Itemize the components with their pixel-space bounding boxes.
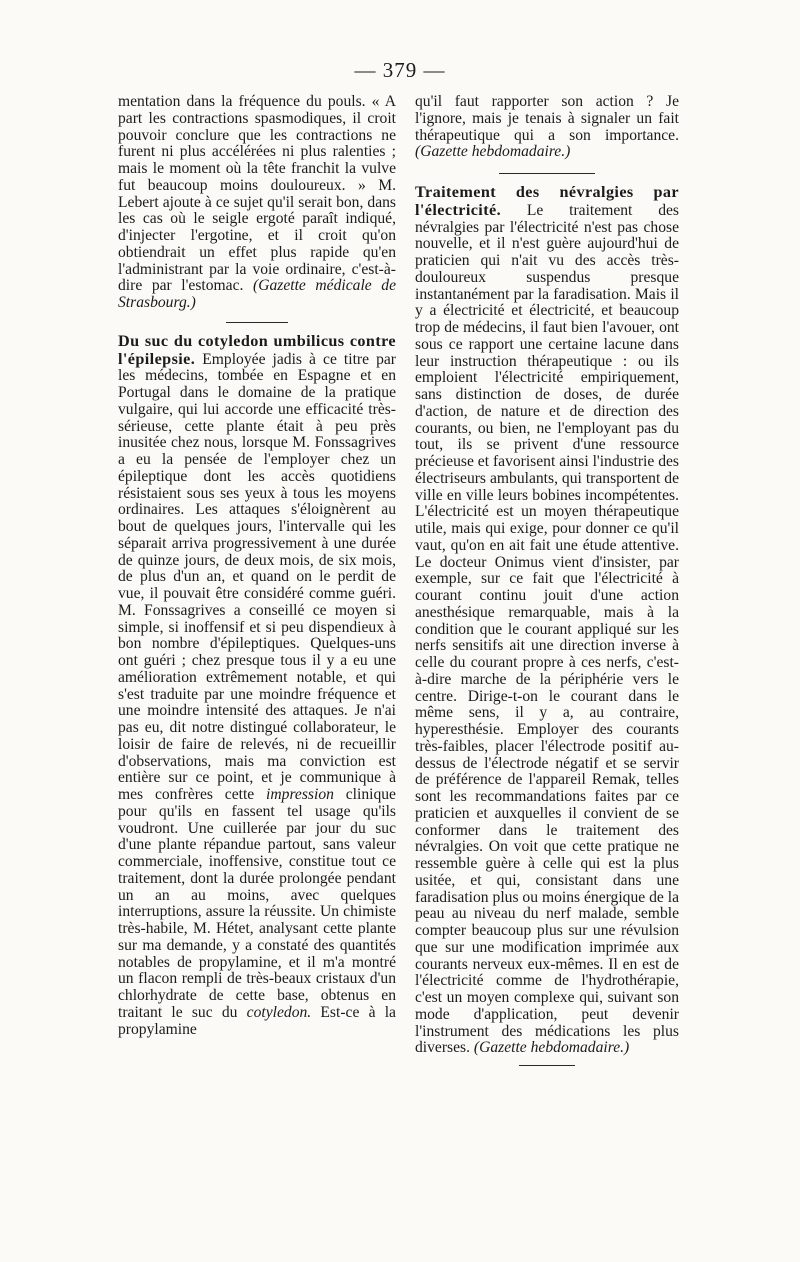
separator-rule xyxy=(226,322,288,323)
end-rule xyxy=(519,1065,575,1066)
page-number: — 379 — xyxy=(354,58,446,82)
italic-word: cotyledon. xyxy=(246,1003,312,1021)
italic-word: impression xyxy=(266,786,334,803)
article-body: Le traitement des névralgies par l'électricité n'est pas chose nouvelle, et il n'est guère aujourd'hui de praticien qui n'ait vu des accès très-douloureux suspendus presque instantanément par la faradisation. Mais il y a électricité et électricité, et beaucoup trop de médecins, il faut bien l'avouer, ont sous ce rapport une certaine lacune dans leur instruction thérapeutique : ou ils emploient l'électricité empiriquement, sans distinction de doses, de durée d'action, de nature et de direction des courants, ou bien, ne l'employant pas du tout, ils se privent d'une ressource précieuse et favorisent ainsi l'industrie des électriseurs ambulants, qui transportent de ville en ville leurs bobines incompétentes. L'électricité est un moyen thérapeutique utile, mais qui exige, pour donner ce qu'il vaut, qu'on en ait fait une étude attentive. Le docteur Onimus vient d'insister, par exemple, sur ce fait que l'électricité à courant continu jouit d'une action anesthésique remarquable, mais à la condition que le courant appliqué sur les nerfs sensitifs ait une direction inverse à celle du courant propre à ces nerfs, c'est-à-dire marche de la périphérie vers le centre. Dirige-t-on le courant dans le même sens, il y a, au contraire, hyperesthésie. Employer des courants très-faibles, placer l'électrode positif au-dessus de l'électrode négatif et se servir de préférence de l'appareil Remak, telles sont les recommandations faites par ce praticien et auxquelles il convient de se conformer dans le traitement des névralgies. On voit que cette pratique ne ressemble guère à celle qui est la plus usitée, et qui, consistant dans une faradisation plus ou moins énergique de la peau au niveau du nerf malade, semble compter beaucoup plus sur une révulsion que sur une modification imprimée aux courants nerveux eux-mêmes. Il en est de l'électricité comme de l'hydrothérapie, c'est un moyen complexe qui, suivant son mode d'application, peut devenir l'instrument des médications les plus diverses. xyxy=(415,201,679,1057)
article-body: Employée jadis à ce titre par les médecins, tombée en Espagne et en Portugal dans le domaine de la pratique vulgaire, qui lui accorde une efficacité très-sérieuse, cette plante était à peu près inusitée chez nous, lorsque M. Fonssagrives a eu la pensée de l'employer chez un épileptique dont les accès quotidiens résistaient sous ses yeux à tous les moyens ordinaires. Les attaques s'éloignèrent au bout de quelques jours, l'intervalle qui les séparait arriva progressivement à une durée de quinze jours, de deux mois, de six mois, de plus d'un an, et quand on le perdit de vue, il pouvait être considéré comme guéri. M. Fonssagrives a conseillé ce moyen si simple, si inoffensif et si peu dispendieux à bon nombre d'épileptiques. Quelques-uns ont guéri ; chez presque tous il y a eu une amélioration extrêmement notable, et qui s'est traduite par une moindre fréquence et une moindre intensité des attaques. Je n'ai pas eu, dit notre distingué collaborateur, le loisir de faire de relevés, ni de recueillir d'observations, mais ma conviction est entière sur ce point, et je communique à mes confrères cette xyxy=(118,350,396,803)
source-citation: (Gazette hebdomadaire.) xyxy=(415,143,571,161)
continued-text: mentation dans la fréquence du pouls. « A part les contractions spasmodiques, il croit pouvoir conclure que les contractions ne furent ni plus accélérées ni plus ralenties ; mais le moment où la tête franchit la vulve fut beaucoup moins douloureux. » M. Lebert ajoute à ce sujet qu'il serait bon, dans les cas où le seigle ergoté paraît indiqué, d'injecter l'ergotine, et il croit qu'on obtiendrait un effet plus rapide qu'en l'administrant par la voie ordinaire, c'est-à-dire par l'estomac. xyxy=(118,93,396,295)
article-title: Du suc du cotyledon umbilicus contre l'épilepsie. xyxy=(118,331,396,368)
article-nevralgies xyxy=(415,184,679,1057)
article-body-tail: Est-ce à la propylamine xyxy=(118,1003,396,1038)
article-title: Traitement des névralgies par l'électricité. xyxy=(415,183,679,219)
continued-paragraph xyxy=(415,94,679,161)
source-citation: (Gazette hebdomadaire.) xyxy=(473,1039,630,1057)
left-column xyxy=(118,94,396,1038)
right-column xyxy=(415,94,679,1074)
continued-paragraph xyxy=(118,94,396,312)
article-cotyledon xyxy=(118,333,396,1039)
continued-text: qu'il faut rapporter son action ? Je l'ignore, mais je tenais à signaler un fait thérapeutique qui a son importance. xyxy=(415,93,679,144)
article-body-cont: clinique pour qu'ils en fassent tel usage qu'ils voudront. Une cuillerée par jour du suc d'une plante répandue partout, sans valeur commerciale, inoffensive, constitue tout ce traitement, dont la durée prolongée pendant un an au moins, avec quelques interruptions, assure la réussite. Un chimiste très-habile, M. Hétet, analysant cette plante sur ma demande, y a constaté des quantités notables de propylamine, et il m'a montré un flacon rempli de très-beaux cristaux d'un chlorhydrate de cette base, obtenus en traitant le suc du xyxy=(118,786,396,1021)
source-citation: (Gazette médicale de Strasbourg.) xyxy=(118,277,396,311)
separator-rule xyxy=(499,173,595,174)
